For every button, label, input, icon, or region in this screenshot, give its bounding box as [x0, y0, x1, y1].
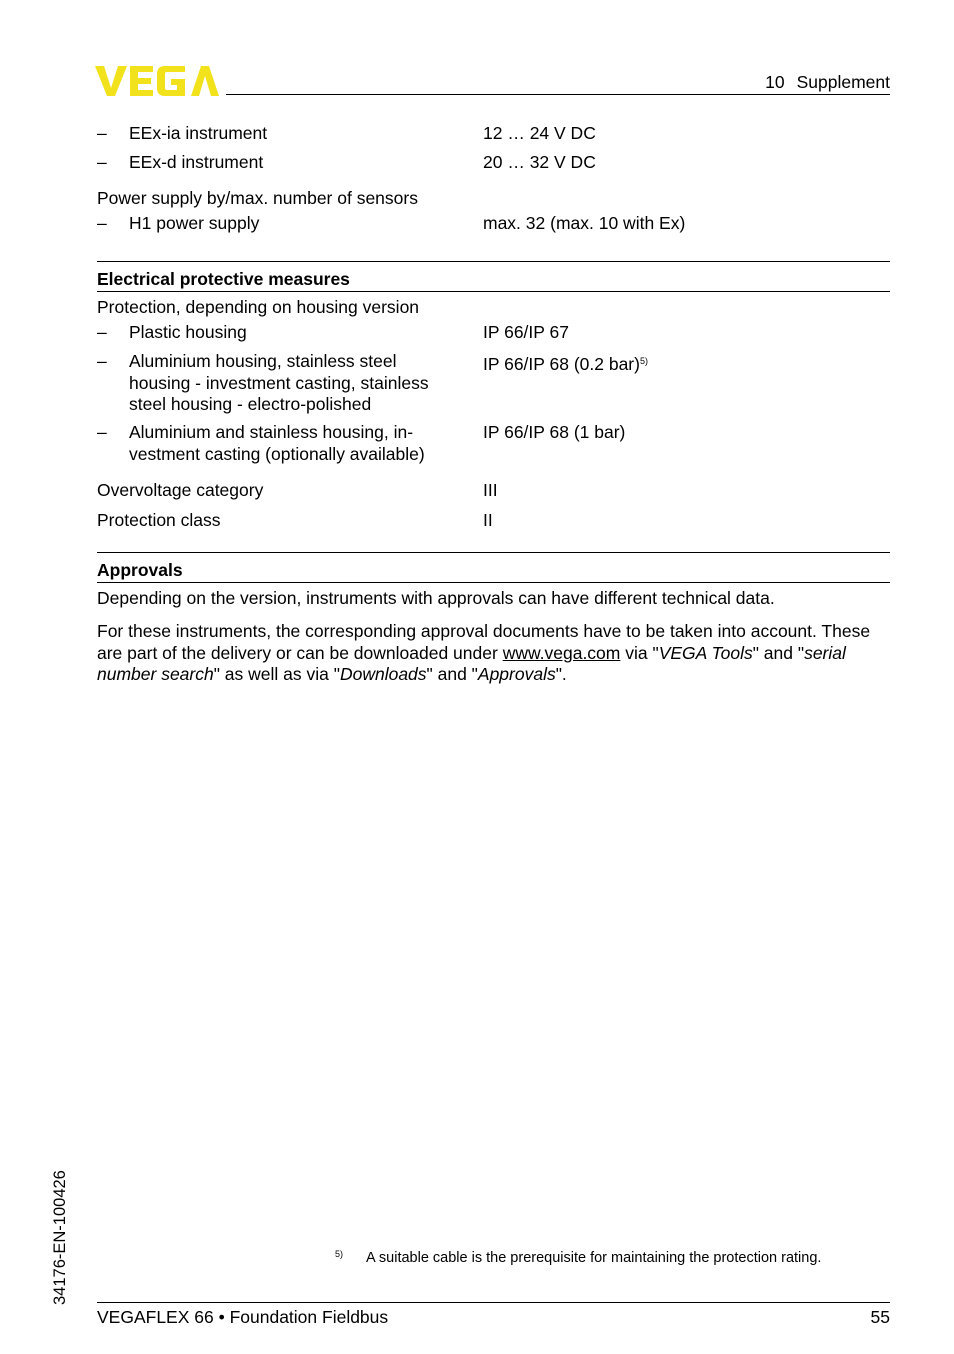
row-value — [483, 351, 648, 376]
row-label: Plastic housing — [129, 322, 247, 342]
row-value: 12 … 24 V DC — [483, 123, 596, 143]
approvals-heading: Approvals — [97, 560, 183, 580]
dash: – — [97, 123, 107, 143]
footer-rule — [97, 1302, 890, 1303]
footnote-mark: 5) — [335, 1249, 344, 1259]
row-value: II — [483, 510, 493, 530]
downloads-term: Downloads — [339, 664, 427, 685]
approvals-paragraph-1: Depending on the version, instruments with approvals can have different technical data. — [97, 588, 775, 608]
section-rule-bottom — [97, 291, 890, 292]
value-text: IP 66/IP 68 (0.2 bar) — [483, 354, 640, 374]
text-run: " and " — [426, 664, 478, 685]
section-rule-top — [97, 261, 890, 262]
dash: – — [97, 322, 107, 342]
footnote-ref: 5) — [639, 356, 648, 366]
row-label: Protection class — [97, 510, 221, 530]
footer-product: VEGAFLEX 66 • Foundation Fieldbus — [97, 1307, 389, 1327]
row-value: III — [483, 480, 498, 500]
dash: – — [97, 152, 107, 172]
dash: – — [97, 422, 107, 442]
serial-search-term: serial number search — [97, 642, 846, 685]
approvals-paragraph-2 — [97, 621, 890, 686]
row-label: H1 power supply — [129, 213, 260, 233]
vega-tools-term: VEGA Tools — [658, 642, 753, 663]
row-value: 20 … 32 V DC — [483, 152, 596, 172]
section-number: 10 — [765, 72, 785, 92]
row-value: max. 32 (max. 10 with Ex) — [483, 213, 686, 233]
page-number: 55 — [870, 1307, 890, 1327]
text-run: ". — [555, 664, 567, 685]
approvals-rule-top — [97, 552, 890, 553]
section-title: Supplement — [796, 72, 890, 92]
electrical-heading: Electrical protective measures — [97, 269, 350, 289]
text-run: via " — [620, 642, 659, 663]
power-supply-label: Power supply by/max. number of sensors — [97, 188, 418, 208]
approvals-rule-bottom — [97, 582, 890, 583]
text-run: " as well as via " — [213, 664, 340, 685]
footnote — [335, 1249, 821, 1266]
vega-website-link[interactable]: www.vega.com — [502, 642, 621, 663]
row-label: Overvoltage category — [97, 480, 264, 500]
approvals-term: Approvals — [477, 664, 556, 685]
protection-label: Protection, depending on housing version — [97, 297, 420, 317]
header-rule — [226, 94, 890, 95]
dash: – — [97, 351, 107, 371]
text-run: For these instruments, the corresponding approval documents have to be taken into account. These are part of the delivery or can be downloaded under — [97, 621, 871, 663]
row-label: EEx-d instrument — [129, 152, 264, 172]
row-label: Aluminium housing, stainless steel housing - investment casting, stainless steel housing - electro-polished — [129, 351, 429, 414]
row-value: IP 66/IP 68 (1 bar) — [483, 422, 626, 442]
row-label: EEx-ia instrument — [129, 123, 268, 143]
document-code: 34176-EN-100426 — [51, 1170, 69, 1305]
footnote-text: A suitable cable is the prerequisite for maintaining the protection rating. — [366, 1250, 822, 1266]
vega-logo — [95, 64, 219, 98]
text-run: " and " — [752, 642, 805, 663]
row-label: Aluminium and stainless housing, in-vestment casting (optionally available) — [129, 422, 425, 464]
row-value: IP 66/IP 67 — [483, 322, 569, 342]
dash: – — [97, 213, 107, 233]
section-label — [765, 72, 890, 93]
